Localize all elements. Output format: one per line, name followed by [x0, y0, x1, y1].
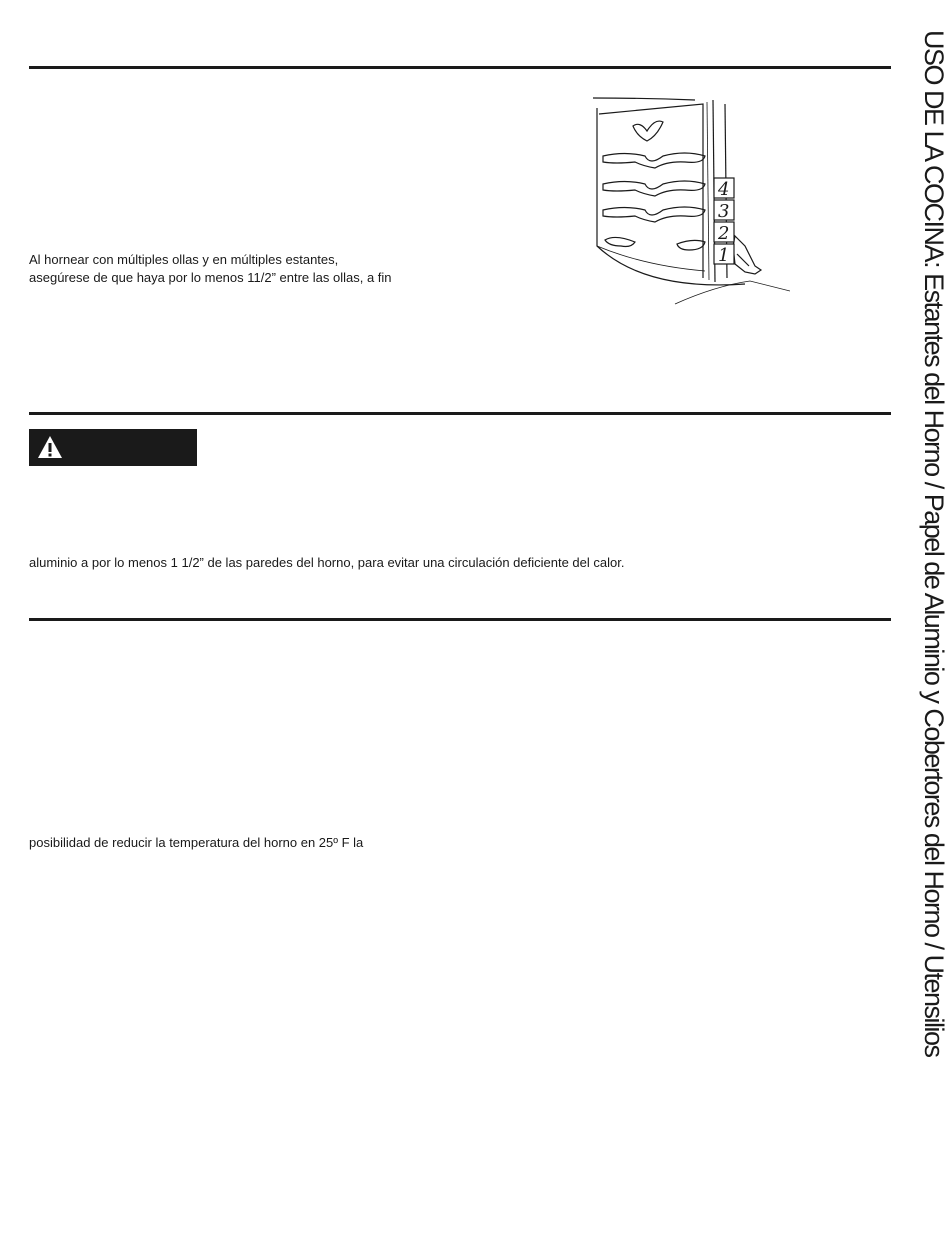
foil-warning-text: aluminio a por lo menos 1 1/2” de las paredes del horno, para evitar una circulación deficiente del calor.: [29, 555, 625, 570]
rack-position-1: 1: [718, 245, 730, 266]
multi-rack-text-line-1: Al hornear con múltiples ollas y en múltiples estantes,: [29, 252, 339, 267]
section-divider-bottom: [29, 618, 891, 621]
section-divider-top: [29, 66, 891, 69]
vertical-section-title: USO DE LA COCINA: Estantes del Horno / Papel de Aluminio y Cobertores del Horno / Utensilios: [919, 30, 949, 1057]
temperature-reduction-text: posibilidad de reducir la temperatura del horno en 25º F la: [29, 835, 364, 850]
rack-position-2: 2: [718, 223, 730, 244]
warning-triangle-icon: [37, 435, 63, 459]
rack-position-4: 4: [718, 179, 730, 200]
oven-rack-positions-illustration: [585, 96, 790, 306]
rack-position-3: 3: [718, 201, 730, 222]
multi-rack-text-line-2: asegúrese de que haya por lo menos 11/2” entre las ollas, a fin: [29, 270, 392, 285]
section-divider-middle: [29, 412, 891, 415]
warning-banner: [29, 429, 197, 466]
